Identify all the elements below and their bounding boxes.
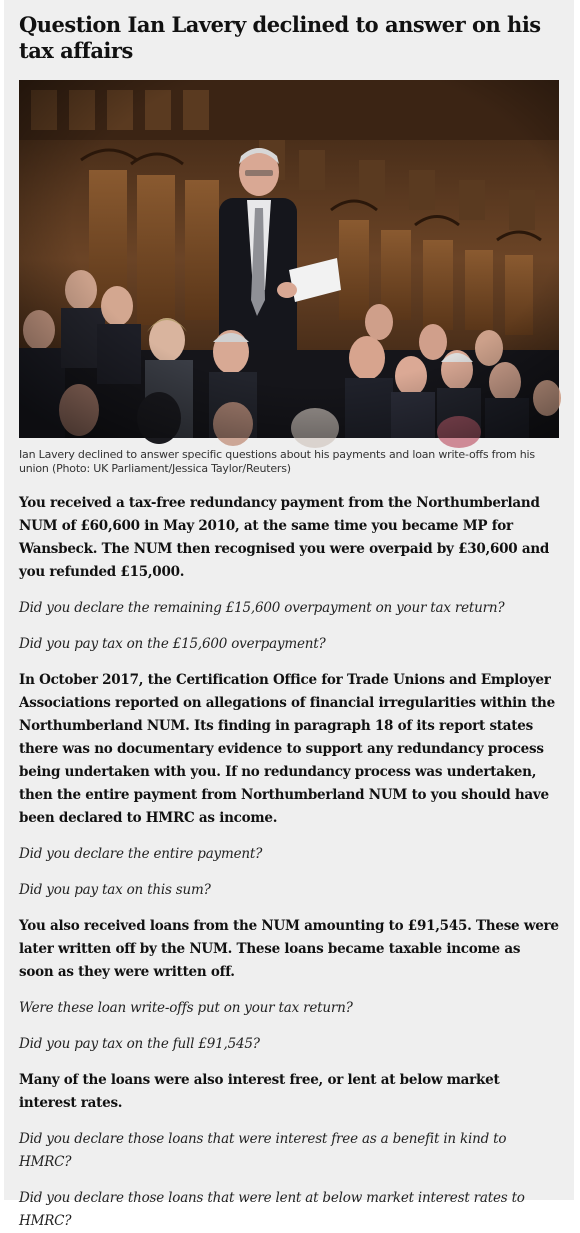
paragraph-question: Did you declare the entire payment? [19, 846, 263, 862]
article [4, 0, 574, 1229]
photo-parliament-icon [19, 80, 559, 438]
paragraph-statement: You received a tax-free redundancy payment from the Northumberland NUM of £60,600 in May 2010, at the same time you became MP for Wansbeck. The NUM then recognised you were overpaid by £30,600 and you refunded £15,000. [19, 495, 550, 580]
paragraph-question: Were these loan write-offs put on your tax return? [19, 1000, 353, 1016]
article-photo [19, 80, 559, 438]
paragraph-question: Did you declare the remaining £15,600 overpayment on your tax return? [19, 600, 505, 616]
headline: Question Ian Lavery declined to answer on his tax affairs [19, 12, 541, 63]
paragraph-statement: You also received loans from the NUM amounting to £91,545. These were later written off by the NUM. These loans became taxable income as soon as they were written off. [19, 918, 559, 980]
paragraph-question: Did you pay tax on this sum? [19, 882, 211, 898]
paragraph-question: Did you pay tax on the £15,600 overpayment? [19, 636, 326, 652]
paragraph-question: Did you declare those loans that were lent at below market interest rates to HMRC? [19, 1190, 525, 1229]
paragraph-statement: Many of the loans were also interest free, or lent at below market interest rates. [19, 1072, 500, 1111]
photo-caption: Ian Lavery declined to answer specific questions about his payments and loan write-offs from his union (Photo: UK Parliament/Jessica Taylor/Reuters) [19, 448, 535, 475]
paragraph-question: Did you pay tax on the full £91,545? [19, 1036, 260, 1052]
paragraph-statement: In October 2017, the Certification Office for Trade Unions and Employer Associations reported on allegations of financial irregularities within the Northumberland NUM. Its finding in paragraph 18 of its report states there was no documentary evidence to support any redundancy process being undertaken with you. If no redundancy process was undertaken, then the entire payment from Northumberland NUM to you should have been declared to HMRC as income. [19, 672, 555, 826]
paragraph-question: Did you declare those loans that were interest free as a benefit in kind to HMRC? [19, 1131, 507, 1170]
article-body [19, 492, 559, 1233]
